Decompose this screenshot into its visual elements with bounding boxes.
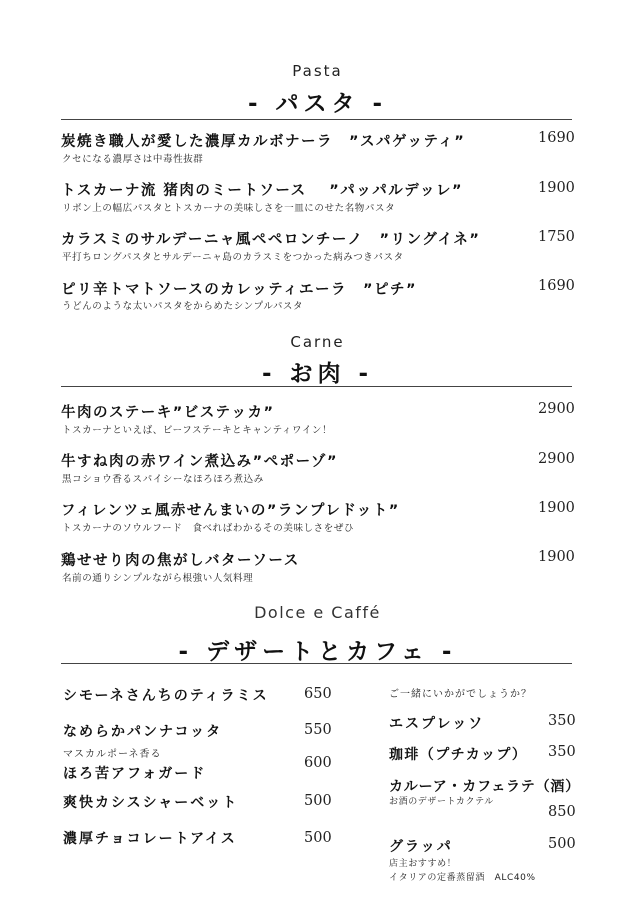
- pasta-item-name: ピリ辛トマトソースのカレッティエーラ ”ピチ”: [61, 282, 418, 298]
- pasta-item-desc: リボン上の幅広パスタとトスカーナの美味しさを一皿にのせた名物パスタ: [62, 203, 396, 214]
- dessert-name: なめらかパンナコッタ: [63, 724, 223, 740]
- carne-item-name: 鶏せせり肉の焦がしバターソース: [61, 553, 300, 569]
- dessert-price: 500: [304, 793, 332, 809]
- pasta-item-price: 1690: [538, 278, 575, 294]
- pasta-title-en: Pasta: [292, 62, 343, 80]
- dolce-divider: [61, 663, 572, 664]
- carne-item-desc: 黒コショウ香るスパイシーなほろほろ煮込み: [62, 474, 264, 485]
- drinks-heading: ご一緒にいかがでしょうか？: [389, 689, 532, 700]
- carne-item-price: 2900: [538, 401, 575, 417]
- carne-divider: [61, 386, 572, 387]
- carne-item-price: 1900: [538, 500, 575, 516]
- dessert-price: 600: [304, 755, 332, 771]
- pasta-item-desc: 平打ちロングパスタとサルデーニャ島のカラスミをつかった病みつきパスタ: [62, 252, 404, 263]
- pasta-item-price: 1750: [538, 229, 575, 245]
- dessert-name: 濃厚チョコレートアイス: [63, 831, 237, 847]
- drink-note: イタリアの定番蒸留酒 ALC40%: [389, 873, 536, 883]
- pasta-item-name: トスカーナ流 猪肉のミートソース ”パッパルデッレ”: [61, 183, 463, 199]
- carne-item-price: 1900: [538, 549, 575, 565]
- carne-item-name: 牛すね肉の赤ワイン煮込み”ペポーゾ”: [61, 454, 339, 470]
- drink-name: 珈琲（プチカップ）: [389, 747, 528, 763]
- drink-name: エスプレッソ: [389, 716, 485, 732]
- dessert-name: 爽快カシスシャーベット: [63, 795, 239, 811]
- carne-title-jp: - お肉 -: [261, 361, 374, 387]
- drink-name: カルーア・カフェラテ（酒）: [389, 779, 580, 795]
- drink-note: お酒のデザートカクテル: [389, 797, 494, 807]
- dessert-name: ほろ苦アフォガード: [63, 766, 207, 782]
- carne-item-desc: トスカーナのソウルフード 食べればわかるその美味しさをぜひ: [62, 523, 355, 534]
- pasta-title-jp: - パスタ -: [247, 91, 388, 117]
- carne-item-desc: 名前の通りシンプルながら根強い人気料理: [62, 573, 254, 584]
- dessert-price: 550: [304, 722, 332, 738]
- pasta-item-name: カラスミのサルデーニャ風ペペロンチーノ ”リングイネ”: [61, 232, 481, 248]
- drink-note: 店主おすすめ！: [389, 859, 457, 869]
- dessert-price: 500: [304, 830, 332, 846]
- dessert-subtitle: マスカルポーネ香る: [63, 749, 162, 760]
- carne-item-name: 牛肉のステーキ”ビステッカ”: [61, 405, 275, 421]
- dessert-name: シモーネさんちのティラミス: [63, 688, 269, 704]
- carne-title-en: Carne: [290, 333, 345, 351]
- drink-price: 850: [548, 804, 576, 820]
- drink-price: 500: [548, 836, 576, 852]
- drink-name: グラッパ: [389, 839, 453, 855]
- pasta-item-desc: うどんのような太いパスタをからめたシンプルパスタ: [62, 301, 304, 312]
- carne-item-name: フィレンツェ風赤せんまいの”ランプレドット”: [61, 503, 400, 519]
- pasta-item-desc: クセになる濃厚さは中毒性抜群: [62, 154, 204, 165]
- dolce-title-en: Dolce e Caffé: [254, 603, 381, 622]
- carne-item-price: 2900: [538, 451, 575, 467]
- dolce-title-jp: - デザートとカフェ -: [178, 639, 457, 665]
- carne-item-desc: トスカーナといえば、ビーフステーキとキャンティワイン！: [62, 425, 333, 436]
- pasta-divider: [61, 119, 572, 120]
- drink-price: 350: [548, 713, 576, 729]
- dessert-price: 650: [304, 686, 332, 702]
- pasta-item-price: 1690: [538, 130, 575, 146]
- drink-price: 350: [548, 744, 576, 760]
- pasta-item-price: 1900: [538, 180, 575, 196]
- pasta-item-name: 炭焼き職人が愛した濃厚カルボナーラ ”スパゲッティ”: [61, 134, 466, 150]
